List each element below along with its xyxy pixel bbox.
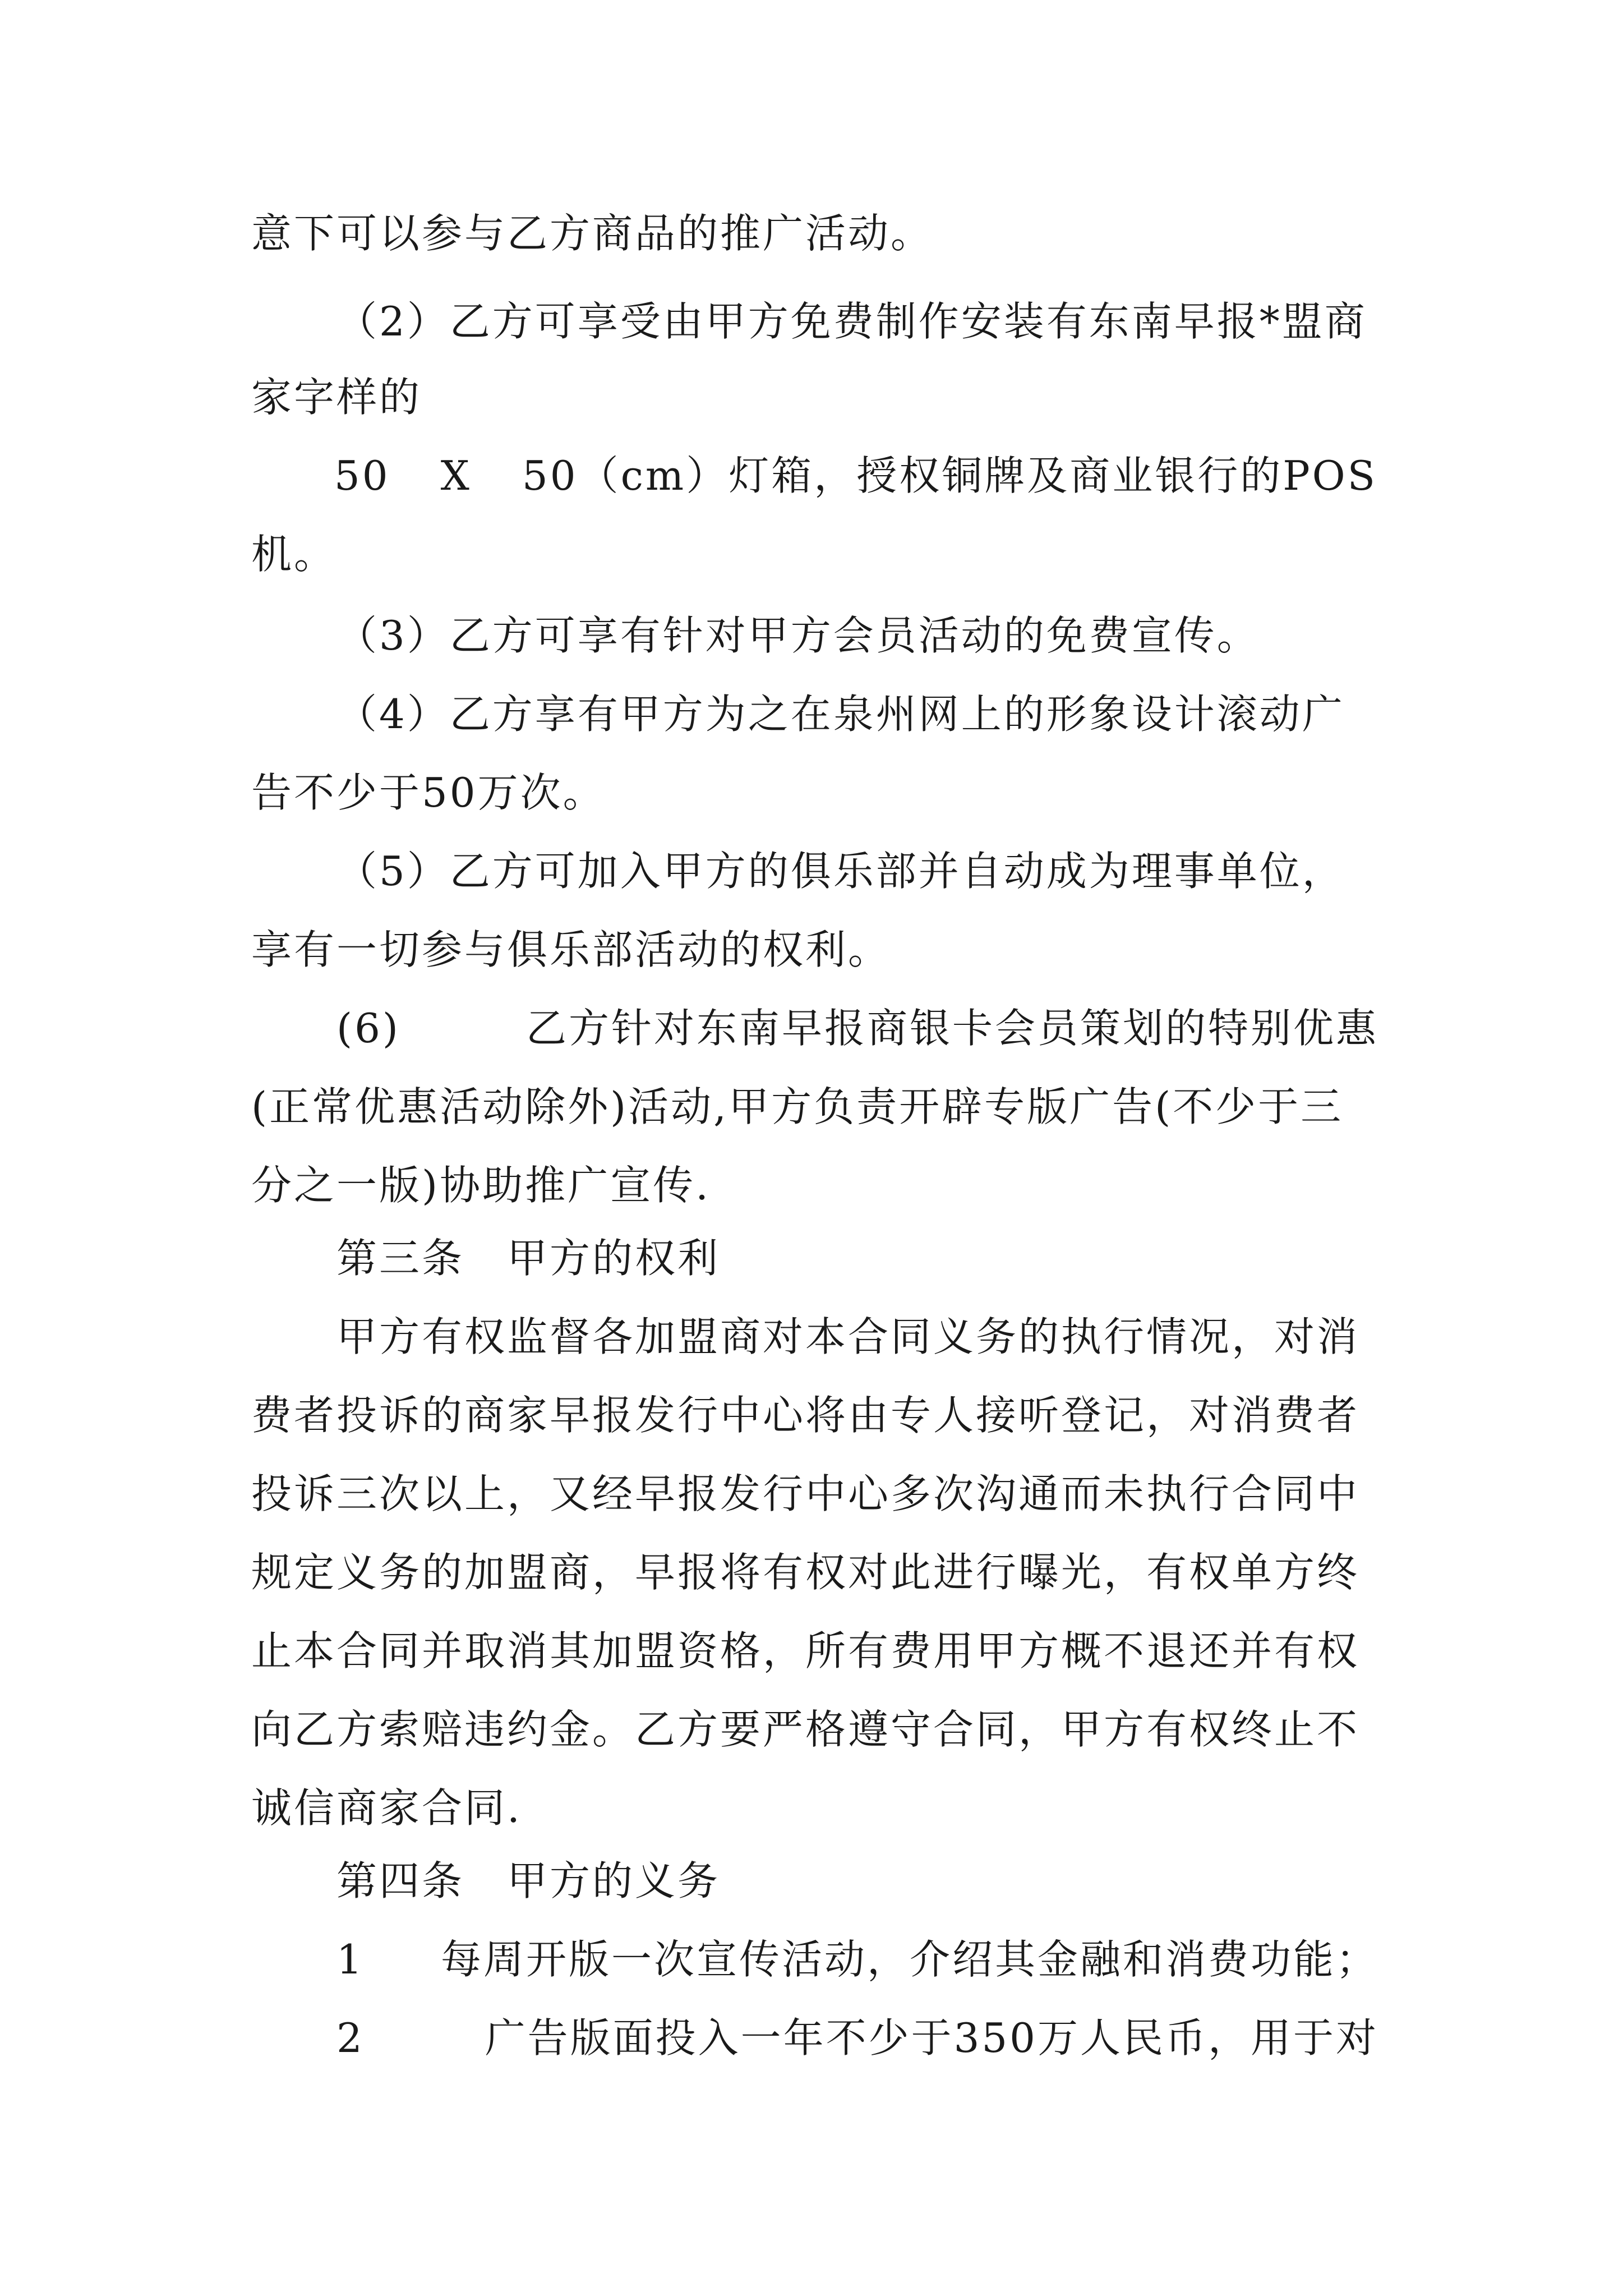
text-line: 投诉三次以上，又经早报发行中心多次沟通而未执行合同中	[251, 1470, 1360, 1517]
text-line	[336, 1932, 1378, 1986]
text-line: （4）乙方享有甲方为之在泉州网上的形象设计滚动广	[336, 691, 1345, 738]
text-line: （3）乙方可享有针对甲方会员活动的免费宣传。	[336, 612, 1260, 659]
text-line: 意下可以参与乙方商品的推广活动。	[251, 210, 934, 257]
text-line: 止本合同并取消其加盟资格，所有费用甲方概不退还并有权	[251, 1627, 1360, 1674]
text-line: 费者投诉的商家早报发行中心将由专人接听登记，对消费者	[251, 1392, 1360, 1439]
text-line: 诚信商家合同.	[251, 1784, 522, 1832]
text-fragment: 乙方针对东南早报商银卡会员策划的特别优惠	[525, 1005, 1378, 1052]
text-fragment: (6)	[336, 1005, 400, 1052]
text-line: 向乙方索赔违约金。乙方要严格遵守合同，甲方有权终止不	[251, 1706, 1360, 1753]
text-line	[336, 1001, 1378, 1055]
text-line	[336, 2011, 1378, 2065]
text-fragment: 广告版面投入一年不少于350万人民币，用于对	[485, 2014, 1378, 2062]
text-line: （2）乙方可享受由甲方免费制作安装有东南早报*盟商	[336, 298, 1367, 345]
text-line: 家字样的	[251, 374, 422, 421]
list-number: 1	[336, 1936, 365, 1983]
text-line	[334, 449, 1377, 503]
text-fragment: X	[440, 452, 472, 499]
text-line: 规定义务的加盟商，早报将有权对此进行曝光，有权单方终	[251, 1549, 1360, 1596]
text-line: 机。	[251, 531, 337, 578]
section-heading: 第三条 甲方的权利	[336, 1235, 721, 1282]
section-heading: 第四条 甲方的义务	[336, 1857, 721, 1904]
text-line: （5）乙方可加入甲方的俱乐部并自动成为理事单位，	[336, 848, 1345, 895]
text-fragment: 50	[334, 452, 390, 499]
text-line: 甲方有权监督各加盟商对本合同义务的执行情况，对消	[336, 1313, 1360, 1360]
text-line: 分之一版)协助推广宣传.	[251, 1162, 711, 1209]
text-fragment: 50（cm）灯箱，授权铜牌及商业银行的POS	[522, 452, 1377, 499]
text-line: (正常优惠活动除外)活动,甲方负责开辟专版广告(不少于三	[251, 1083, 1344, 1130]
list-number: 2	[336, 2014, 365, 2062]
text-line: 告不少于50万次。	[251, 769, 606, 816]
text-line: 享有一切参与俱乐部活动的权利。	[251, 926, 891, 973]
text-fragment: 每周开版一次宣传活动，介绍其金融和消费功能；	[440, 1936, 1378, 1983]
